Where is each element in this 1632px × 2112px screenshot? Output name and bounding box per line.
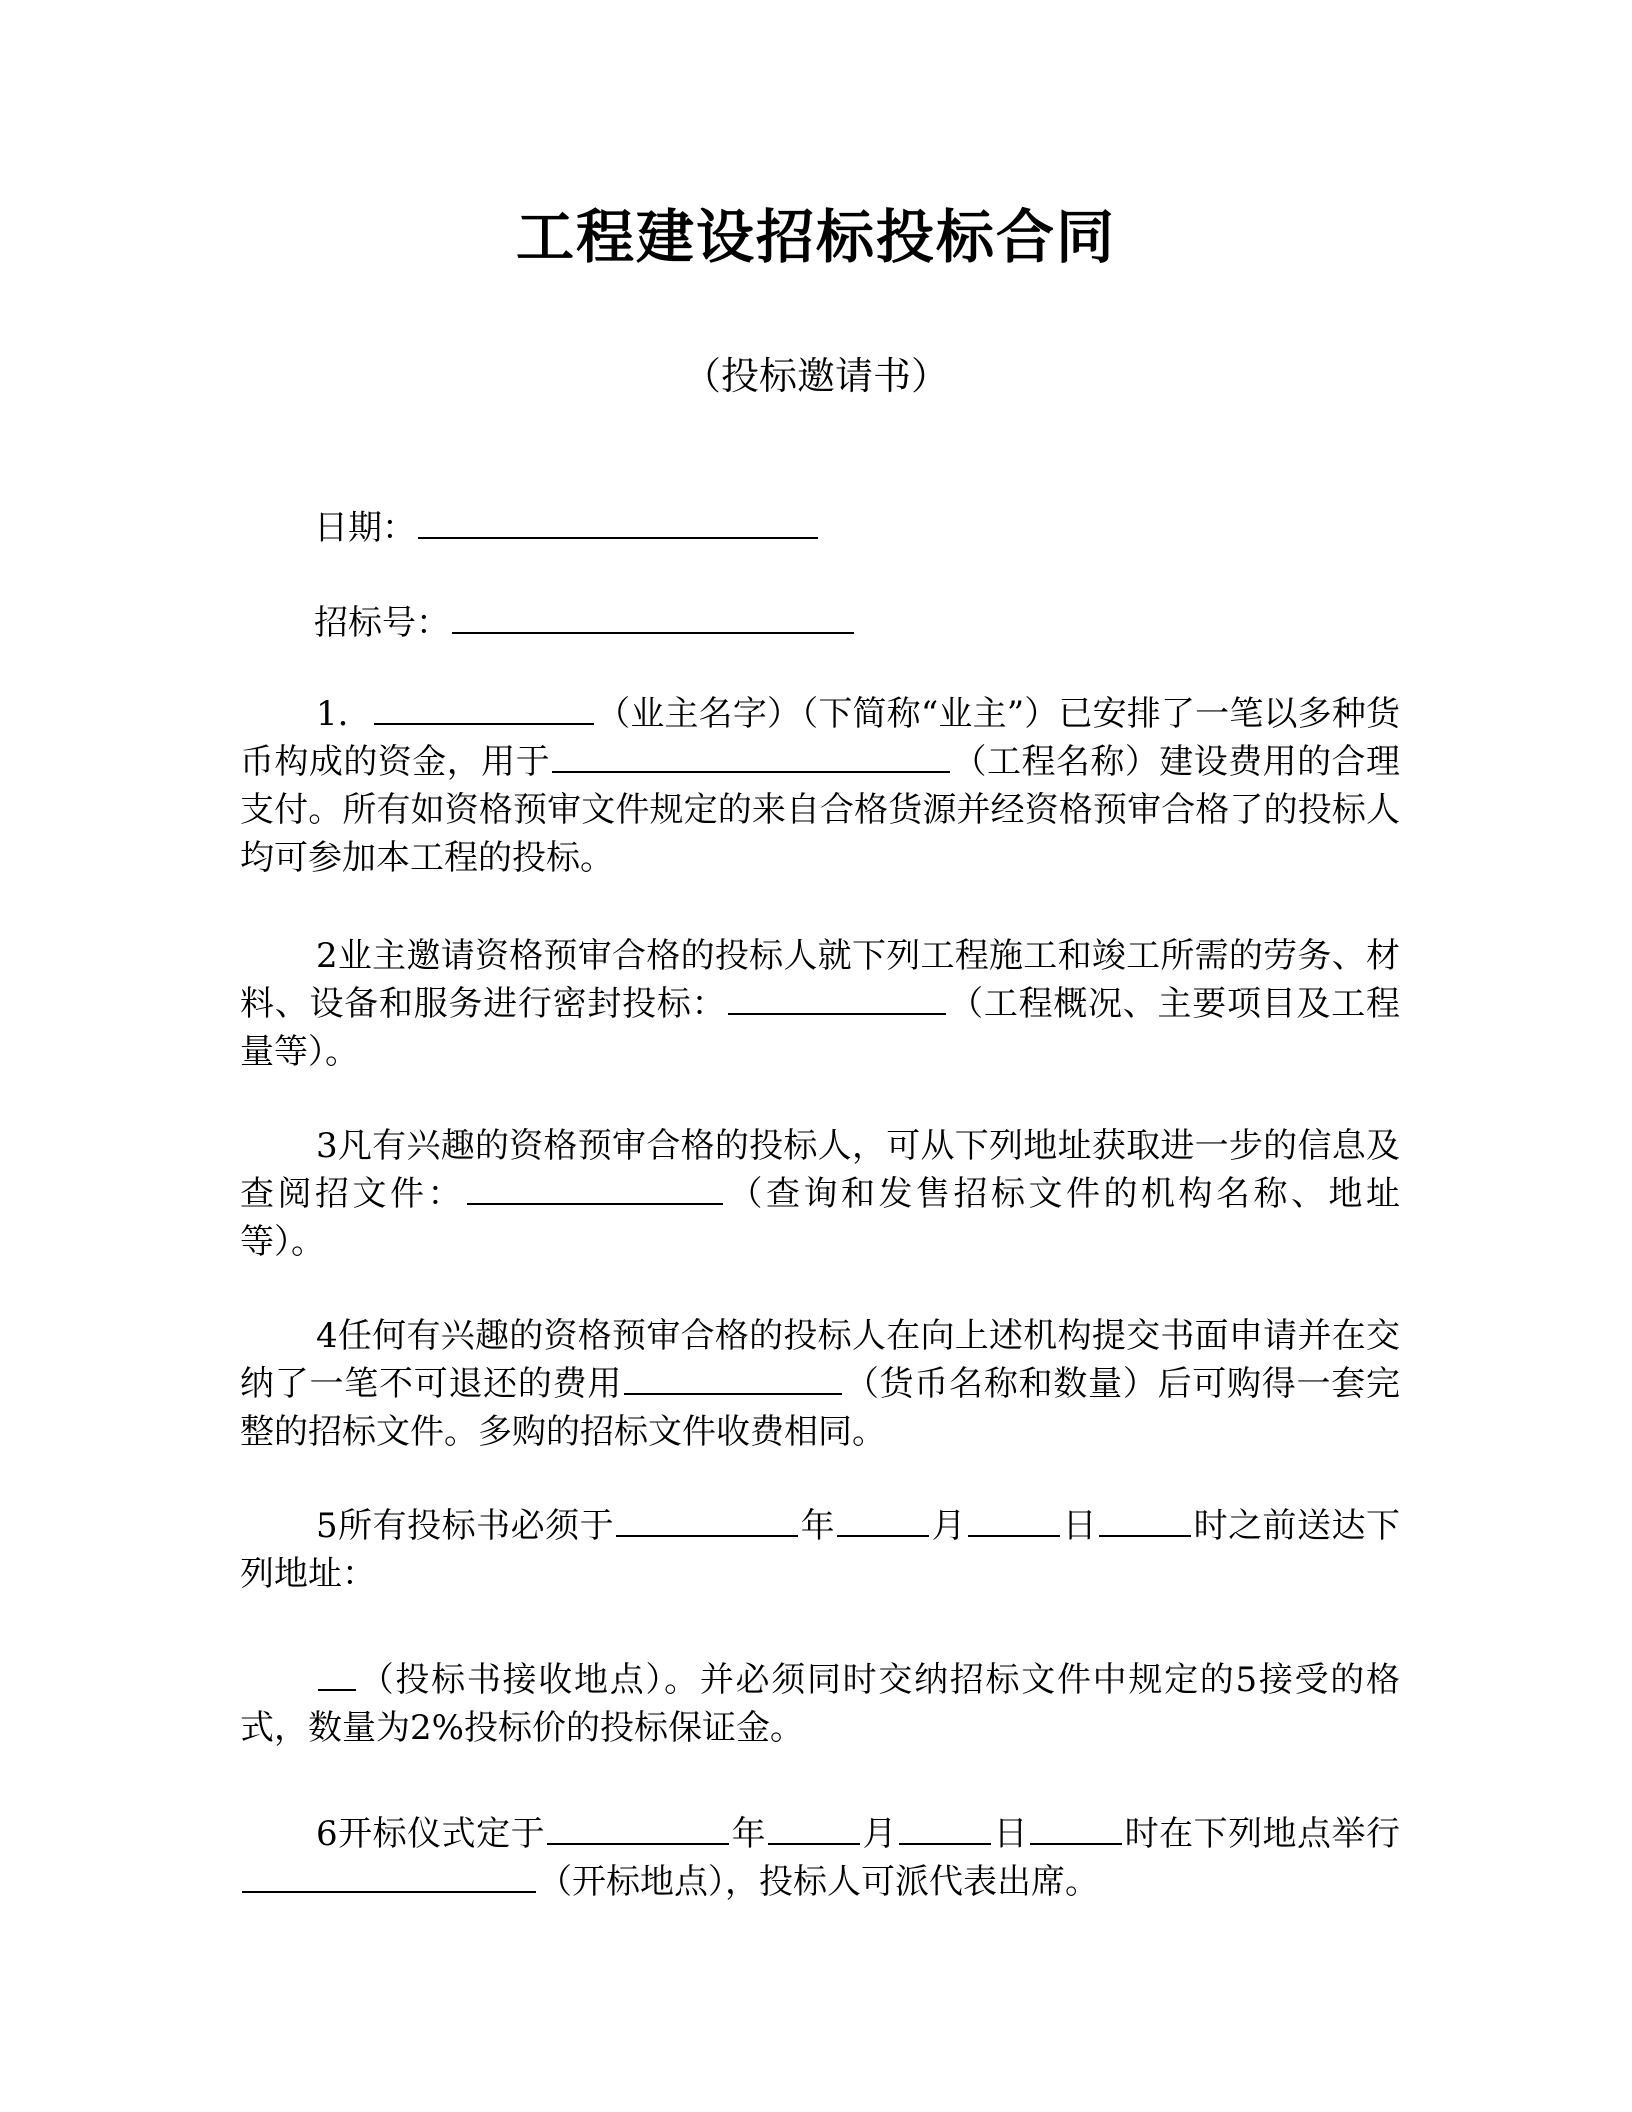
opening-hour-blank [1030, 1811, 1122, 1845]
paragraph-3 [240, 1122, 1400, 1266]
date-label: 日期： [314, 508, 416, 548]
paragraph-6 [240, 1810, 1400, 1906]
p5-text-b: 时之前送达下列地址： [240, 1506, 1401, 1594]
date-blank [418, 505, 818, 539]
paragraph-1 [240, 690, 1400, 882]
bid-no-line [314, 595, 1474, 644]
deadline-hour-blank [1099, 1503, 1191, 1537]
p3-text-a: 3凡有兴趣的资格预审合格的投标人，可从下列地址获取进一步的信息及查阅招文件： [240, 1126, 1400, 1214]
deadline-month-blank [837, 1503, 929, 1537]
p1-num: 1． [316, 694, 372, 734]
document-title: 工程建设招标投标合同 [515, 203, 1116, 271]
p5-year: 年 [800, 1506, 836, 1546]
p2-text-b: （工程概况、主要项目及工程量等）。 [240, 984, 1401, 1072]
project-overview-blank [728, 981, 946, 1015]
paragraph-4 [240, 1312, 1400, 1456]
p1-text-a: （业主名字）（下简称“业主”）已安排了一笔以多种货币构成的资金，用于 [240, 694, 1400, 782]
p4-text-a: 4任何有兴趣的资格预审合格的投标人在向上述机构提交书面申请并在交纳了一笔不可退还的费用 [240, 1316, 1400, 1404]
deadline-day-blank [968, 1503, 1060, 1537]
p6-text-a: 6开标仪式定于 [316, 1814, 546, 1854]
p5-text-a: 5所有投标书必须于 [316, 1506, 615, 1546]
bid-no-label: 招标号： [314, 603, 450, 643]
paragraph-5b [240, 1656, 1400, 1752]
opening-month-blank [768, 1811, 860, 1845]
paragraph-5 [240, 1502, 1400, 1598]
document-subtitle: （投标邀请书） [682, 354, 949, 398]
date-line [314, 500, 1474, 549]
opening-year-blank [547, 1811, 729, 1845]
p4-text-b: （货币名称和数量）后可购得一套完整的招标文件。多购的招标文件收费相同。 [240, 1364, 1401, 1452]
p1-text-b: （工程名称）建设费用的合理支付。所有如资格预审文件规定的来自合格货源并经资格预审合格了的投标人均可参加本工程的投标。 [240, 742, 1401, 878]
opening-day-blank [899, 1811, 991, 1845]
receipt-place-blank [318, 1657, 356, 1691]
fee-blank [624, 1361, 842, 1395]
p6-text-c: （开标地点），投标人可派代表出席。 [538, 1862, 1099, 1902]
owner-name-blank [374, 691, 594, 725]
p6-day: 日 [993, 1814, 1029, 1854]
p5-day: 日 [1062, 1506, 1098, 1546]
agency-blank [467, 1171, 723, 1205]
p5b-text-a: （投标书接收地点）。并必须同时交纳招标文件中规定的5接受的格式，数量为2%投标价的投标保证金。 [240, 1660, 1400, 1748]
p3-text-b: （查询和发售招标文件的机构名称、地址等）。 [240, 1174, 1400, 1262]
p6-text-b: 时在下列地点举行 [1124, 1814, 1401, 1854]
opening-place-blank [242, 1859, 536, 1893]
p5-month: 月 [931, 1506, 967, 1546]
p2-text-a: 2业主邀请资格预审合格的投标人就下列工程施工和竣工所需的劳务、材料、设备和服务进行密封投标： [240, 936, 1400, 1024]
p6-month: 月 [862, 1814, 898, 1854]
project-name-blank [552, 739, 950, 773]
deadline-year-blank [616, 1503, 798, 1537]
bid-no-blank [452, 600, 854, 634]
paragraph-2 [240, 932, 1400, 1076]
p6-year: 年 [731, 1814, 767, 1854]
